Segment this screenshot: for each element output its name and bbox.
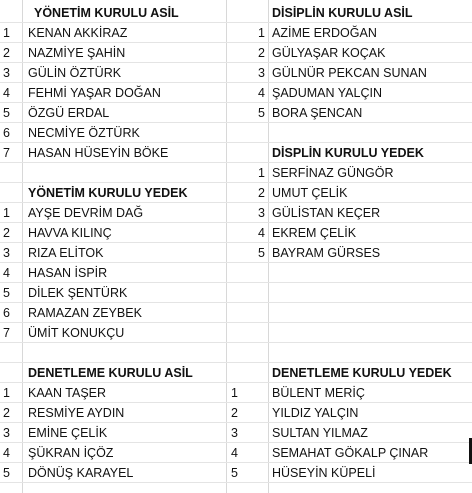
- yonetim-asil-no-4[interactable]: 4: [3, 86, 10, 100]
- disiplin-asil-no-4[interactable]: 4: [258, 86, 265, 100]
- yonetim-yedek-no-4[interactable]: 4: [3, 266, 10, 280]
- denetleme-yedek-name-5[interactable]: HÜSEYİN KÜPELİ: [272, 466, 376, 480]
- yonetim-asil-name-7[interactable]: HASAN HÜSEYİN BÖKE: [28, 146, 169, 160]
- denetleme-yedek-no-3[interactable]: 3: [231, 426, 238, 440]
- denetleme-asil-name-5[interactable]: DÖNÜŞ KARAYEL: [28, 466, 134, 480]
- yonetim-yedek-name-7[interactable]: ÜMİT KONUKÇU: [28, 326, 125, 340]
- disiplin-yedek-name-5[interactable]: BAYRAM GÜRSES: [272, 246, 381, 260]
- yonetim-asil-name-6[interactable]: NECMİYE ÖZTÜRK: [28, 126, 140, 140]
- column-divider: [226, 0, 227, 493]
- disiplin-yedek-title[interactable]: DİSPLİN KURULU YEDEK: [272, 146, 424, 160]
- disiplin-yedek-no-4[interactable]: 4: [258, 226, 265, 240]
- disiplin-asil-no-2[interactable]: 2: [258, 46, 265, 60]
- yonetim-asil-no-7[interactable]: 7: [3, 146, 10, 160]
- yonetim-asil-name-5[interactable]: ÖZGÜ ERDAL: [28, 106, 110, 120]
- yonetim-yedek-no-7[interactable]: 7: [3, 326, 10, 340]
- disiplin-asil-name-3[interactable]: GÜLNÜR PEKCAN SUNAN: [272, 66, 427, 80]
- yonetim-asil-name-3[interactable]: GÜLİN ÖZTÜRK: [28, 66, 122, 80]
- disiplin-yedek-name-2[interactable]: UMUT ÇELİK: [272, 186, 348, 200]
- yonetim-yedek-name-5[interactable]: DİLEK ŞENTÜRK: [28, 286, 128, 300]
- column-divider: [22, 0, 23, 493]
- denetleme-yedek-no-4[interactable]: 4: [231, 446, 238, 460]
- disiplin-asil-title[interactable]: DİSİPLİN KURULU ASİL: [272, 6, 413, 20]
- yonetim-asil-no-3[interactable]: 3: [3, 66, 10, 80]
- denetleme-yedek-no-1[interactable]: 1: [231, 386, 238, 400]
- denetleme-asil-no-2[interactable]: 2: [3, 406, 10, 420]
- denetleme-yedek-title[interactable]: DENETLEME KURULU YEDEK: [272, 366, 452, 380]
- denetleme-yedek-no-2[interactable]: 2: [231, 406, 238, 420]
- denetleme-asil-name-3[interactable]: EMİNE ÇELİK: [28, 426, 108, 440]
- disiplin-asil-no-3[interactable]: 3: [258, 66, 265, 80]
- disiplin-yedek-no-5[interactable]: 5: [258, 246, 265, 260]
- yonetim-yedek-no-5[interactable]: 5: [3, 286, 10, 300]
- yonetim-asil-no-6[interactable]: 6: [3, 126, 10, 140]
- disiplin-yedek-no-1[interactable]: 1: [258, 166, 265, 180]
- yonetim-asil-no-2[interactable]: 2: [3, 46, 10, 60]
- yonetim-asil-name-2[interactable]: NAZMİYE ŞAHİN: [28, 46, 126, 60]
- disiplin-yedek-no-3[interactable]: 3: [258, 206, 265, 220]
- yonetim-yedek-name-4[interactable]: HASAN İSPİR: [28, 266, 108, 280]
- yonetim-yedek-no-6[interactable]: 6: [3, 306, 10, 320]
- yonetim-asil-no-1[interactable]: 1: [3, 26, 10, 40]
- denetleme-asil-title[interactable]: DENETLEME KURULU ASİL: [28, 366, 193, 380]
- denetleme-asil-name-4[interactable]: ŞÜKRAN İÇÖZ: [28, 446, 114, 460]
- disiplin-yedek-no-2[interactable]: 2: [258, 186, 265, 200]
- denetleme-yedek-name-1[interactable]: BÜLENT MERİÇ: [272, 386, 365, 400]
- yonetim-yedek-no-1[interactable]: 1: [3, 206, 10, 220]
- denetleme-yedek-name-3[interactable]: SULTAN YILMAZ: [272, 426, 368, 440]
- disiplin-asil-name-4[interactable]: ŞADUMAN YALÇIN: [272, 86, 382, 100]
- yonetim-yedek-title[interactable]: YÖNETİM KURULU YEDEK: [28, 186, 188, 200]
- denetleme-asil-no-3[interactable]: 3: [3, 426, 10, 440]
- yonetim-yedek-name-6[interactable]: RAMAZAN ZEYBEK: [28, 306, 142, 320]
- disiplin-yedek-name-3[interactable]: GÜLİSTAN KEÇER: [272, 206, 381, 220]
- yonetim-yedek-no-3[interactable]: 3: [3, 246, 10, 260]
- disiplin-asil-no-5[interactable]: 5: [258, 106, 265, 120]
- column-divider: [268, 0, 269, 493]
- denetleme-yedek-no-5[interactable]: 5: [231, 466, 238, 480]
- yonetim-asil-name-1[interactable]: KENAN AKKİRAZ: [28, 26, 128, 40]
- denetleme-asil-no-5[interactable]: 5: [3, 466, 10, 480]
- disiplin-asil-name-5[interactable]: BORA ŞENCAN: [272, 106, 363, 120]
- yonetim-asil-no-5[interactable]: 5: [3, 106, 10, 120]
- denetleme-asil-no-4[interactable]: 4: [3, 446, 10, 460]
- yonetim-yedek-name-2[interactable]: HAVVA KILINÇ: [28, 226, 112, 240]
- yonetim-yedek-name-3[interactable]: RIZA ELİTOK: [28, 246, 104, 260]
- disiplin-asil-name-2[interactable]: GÜLYAŞAR KOÇAK: [272, 46, 386, 60]
- denetleme-asil-name-1[interactable]: KAAN TAŞER: [28, 386, 107, 400]
- denetleme-yedek-name-2[interactable]: YILDIZ YALÇIN: [272, 406, 359, 420]
- denetleme-yedek-name-4[interactable]: SEMAHAT GÖKALP ÇINAR: [272, 446, 429, 460]
- yonetim-yedek-name-1[interactable]: AYŞE DEVRİM DAĞ: [28, 206, 144, 220]
- denetleme-asil-no-1[interactable]: 1: [3, 386, 10, 400]
- denetleme-asil-name-2[interactable]: RESMİYE AYDIN: [28, 406, 125, 420]
- disiplin-asil-name-1[interactable]: AZİME ERDOĞAN: [272, 26, 377, 40]
- disiplin-asil-no-1[interactable]: 1: [258, 26, 265, 40]
- disiplin-yedek-name-1[interactable]: SERFİNAZ GÜNGÖR: [272, 166, 394, 180]
- yonetim-yedek-no-2[interactable]: 2: [3, 226, 10, 240]
- disiplin-yedek-name-4[interactable]: EKREM ÇELİK: [272, 226, 357, 240]
- yonetim-asil-title[interactable]: YÖNETİM KURULU ASİL: [34, 6, 179, 20]
- yonetim-asil-name-4[interactable]: FEHMİ YAŞAR DOĞAN: [28, 86, 161, 100]
